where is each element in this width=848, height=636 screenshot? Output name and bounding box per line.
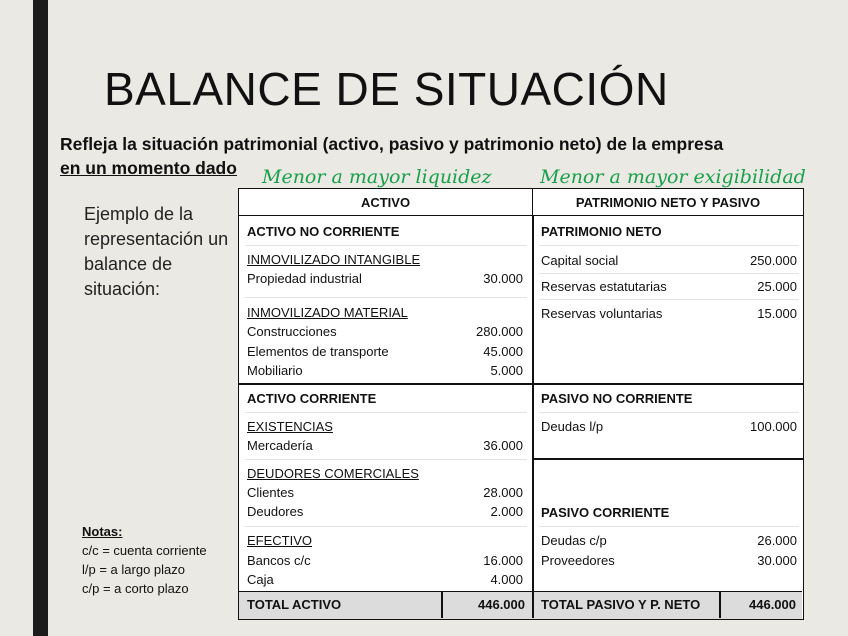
row-value: 100.000 <box>750 419 797 434</box>
subtitle-line-2: en un momento dado <box>60 158 237 178</box>
row-value: 5.000 <box>490 363 523 378</box>
slide-title: BALANCE DE SITUACIÓN <box>104 63 669 115</box>
row-label: Clientes <box>247 485 294 500</box>
row-separator <box>539 273 799 274</box>
header-patrimonio-pasivo: PATRIMONIO NETO Y PASIVO <box>533 189 803 216</box>
row-separator <box>245 297 527 298</box>
left-accent-bar <box>33 0 48 636</box>
header-activo: ACTIVO <box>239 189 533 216</box>
row-value: 36.000 <box>483 438 523 453</box>
row-value: 30.000 <box>757 553 797 568</box>
section-divider <box>239 383 533 385</box>
row-value: 4.000 <box>490 572 523 587</box>
row-value: 15.000 <box>757 306 797 321</box>
row-label: Construcciones <box>247 324 337 339</box>
row-value: 45.000 <box>483 344 523 359</box>
subtitle-line-1: Refleja la situación patrimonial (activo, pasivo y patrimonio neto) de la empresa <box>60 134 724 154</box>
row-label: Capital social <box>541 253 619 268</box>
section-divider <box>533 383 803 385</box>
row-separator <box>539 299 799 300</box>
row-value: 250.000 <box>750 253 797 268</box>
section-pasivo-corriente: PASIVO CORRIENTE <box>541 505 670 520</box>
example-text: Ejemplo de la representación un balance de situación: <box>84 204 229 299</box>
row-separator <box>245 412 527 413</box>
row-value: 16.000 <box>483 553 523 568</box>
row-label: Mobiliario <box>247 363 303 378</box>
balance-table <box>238 188 804 620</box>
totals-row <box>239 591 802 619</box>
section-pasivo-no-corriente: PASIVO NO CORRIENTE <box>541 391 693 406</box>
handwritten-annotation-exigibilidad: Menor a mayor exigibilidad <box>540 166 806 188</box>
note-line: c/p = a corto plazo <box>82 581 189 596</box>
row-separator <box>245 526 527 527</box>
handwritten-annotation-liquidez: Menor a mayor liquidez <box>262 166 492 188</box>
note-line: c/c = cuenta corriente <box>82 543 207 558</box>
section-activo-corriente: ACTIVO CORRIENTE <box>247 391 377 406</box>
row-value: 28.000 <box>483 485 523 500</box>
row-separator <box>539 412 799 413</box>
row-label: Deudas l/p <box>541 419 604 434</box>
notes-title: Notas: <box>82 524 123 539</box>
row-value: 30.000 <box>483 271 523 286</box>
subsection-efectivo: EFECTIVO <box>247 533 313 548</box>
row-value: 2.000 <box>490 504 523 519</box>
column-divider <box>532 216 534 591</box>
row-label: Bancos c/c <box>247 553 311 568</box>
subsection-deudores-comerciales: DEUDORES COMERCIALES <box>247 466 419 481</box>
total-divider <box>532 592 534 618</box>
subsection-existencias: EXISTENCIAS <box>247 419 333 434</box>
row-value: 280.000 <box>476 324 523 339</box>
row-separator <box>539 245 799 246</box>
total-pasivo-value: 446.000 <box>749 597 796 612</box>
row-label: Propiedad industrial <box>247 271 362 286</box>
row-separator <box>245 459 527 460</box>
row-label: Reservas voluntarias <box>541 306 663 321</box>
row-value: 26.000 <box>757 533 797 548</box>
row-label: Reservas estatutarias <box>541 279 667 294</box>
subsection-inmovilizado-intangible: INMOVILIZADO INTANGIBLE <box>247 252 421 267</box>
row-label: Deudas c/p <box>541 533 607 548</box>
section-patrimonio-neto: PATRIMONIO NETO <box>541 224 662 239</box>
row-label: Proveedores <box>541 553 615 568</box>
row-value: 25.000 <box>757 279 797 294</box>
row-label: Mercadería <box>247 438 313 453</box>
section-divider <box>533 458 803 460</box>
total-activo-value: 446.000 <box>478 597 525 612</box>
notes-block <box>82 522 207 598</box>
section-activo-no-corriente: ACTIVO NO CORRIENTE <box>247 224 400 239</box>
total-activo-label: TOTAL ACTIVO <box>247 597 342 612</box>
subsection-inmovilizado-material: INMOVILIZADO MATERIAL <box>247 305 408 320</box>
row-label: Elementos de transporte <box>247 344 389 359</box>
total-pasivo-label: TOTAL PASIVO Y P. NETO <box>541 597 701 612</box>
row-separator <box>245 245 527 246</box>
row-separator <box>539 526 799 527</box>
row-label: Deudores <box>247 504 304 519</box>
row-label: Caja <box>247 572 274 587</box>
note-line: l/p = a largo plazo <box>82 562 185 577</box>
